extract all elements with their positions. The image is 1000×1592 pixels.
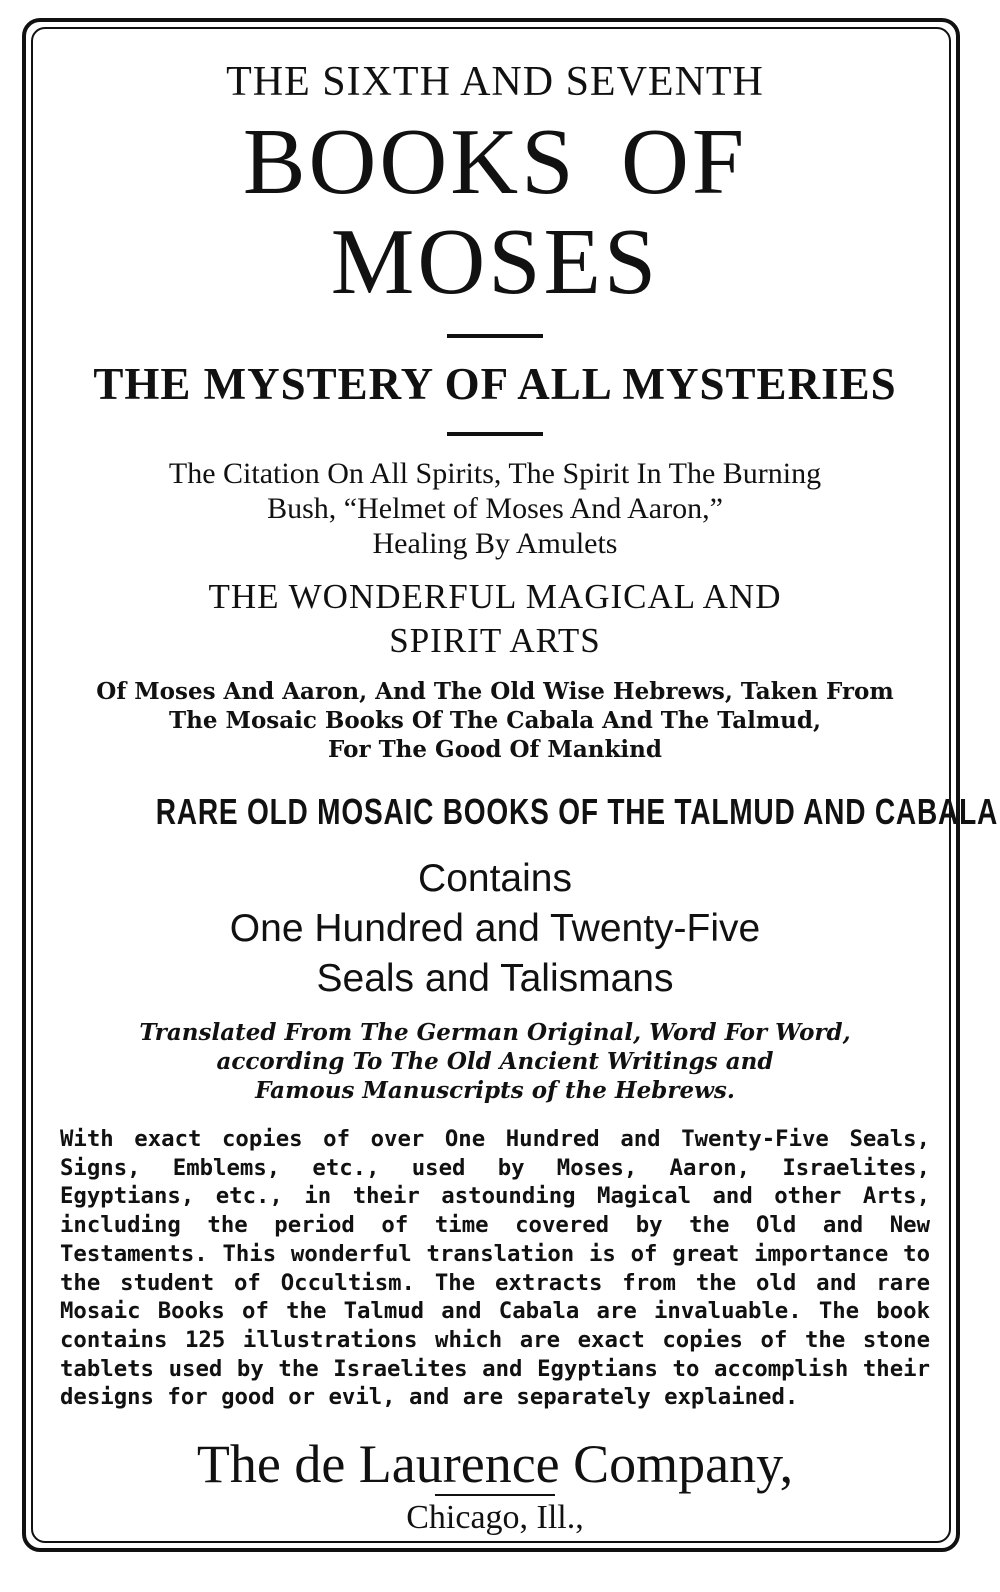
citation-line: The Citation On All Spirits, The Spirit In The Burning [168,457,822,490]
company-underline [435,1494,555,1496]
translated-block [60,1018,930,1105]
contains-line: Contains [418,857,572,900]
company-name: The de Laurence Company, [196,1434,794,1495]
translated-line: Translated From The German Original, Word For Word, [139,1019,851,1046]
title-top: THE SIXTH AND SEVENTH [226,59,764,105]
title-main: BOOKS OF MOSES [242,110,748,314]
wonderful-line: THE WONDERFUL MAGICAL AND [208,577,782,616]
of-moses-block [60,677,930,764]
subtitle: THE MYSTERY OF ALL MYSTERIES [93,359,897,409]
company-city: Chicago, Ill., [406,1499,584,1537]
divider-rule-1 [447,334,543,338]
citation-block [60,456,930,561]
citation-line: Healing By Amulets [372,527,618,560]
divider-rule-2 [447,432,543,436]
of-moses-line: Of Moses And Aaron, And The Old Wise Hebrews, Taken From [96,678,894,705]
contains-block [60,854,930,1004]
wonderful-line: SPIRIT ARTS [389,621,601,660]
translated-line: according To The Old Ancient Writings and [216,1048,774,1075]
of-moses-line: For The Good Of Mankind [328,736,662,763]
wonderful-heading [60,575,930,663]
translated-line: Famous Manuscripts of the Hebrews. [255,1077,735,1104]
advertisement [60,50,999,1540]
rare-books-heading: RARE OLD MOSAIC BOOKS OF THE TALMUD AND CABALA [155,791,999,832]
description-paragraph: With exact copies of over One Hundred and Twenty-Five Seals, Signs, Emblems, etc., used by Moses, Aaron, Israelites, Egyptians, etc., in their astounding Magical and other Arts, including the period of time covered by the Old and New Testaments. This wonderful translation is of great importance to the student of Occultism. The extracts from the old and rare Mosaic Books of the Talmud and Cabala are invaluable. The book contains 125 illustrations which are exact copies of the stone tablets used by the Israelites and Egyptians to accomplish their designs for good or evil, and are separately explained. [60,1126,930,1411]
contains-line: Seals and Talismans [316,957,674,1000]
contains-line: One Hundred and Twenty-Five [229,907,761,950]
of-moses-line: The Mosaic Books Of The Cabala And The Talmud, [169,707,821,734]
citation-line: Bush, “Helmet of Moses And Aaron,” [267,492,723,525]
